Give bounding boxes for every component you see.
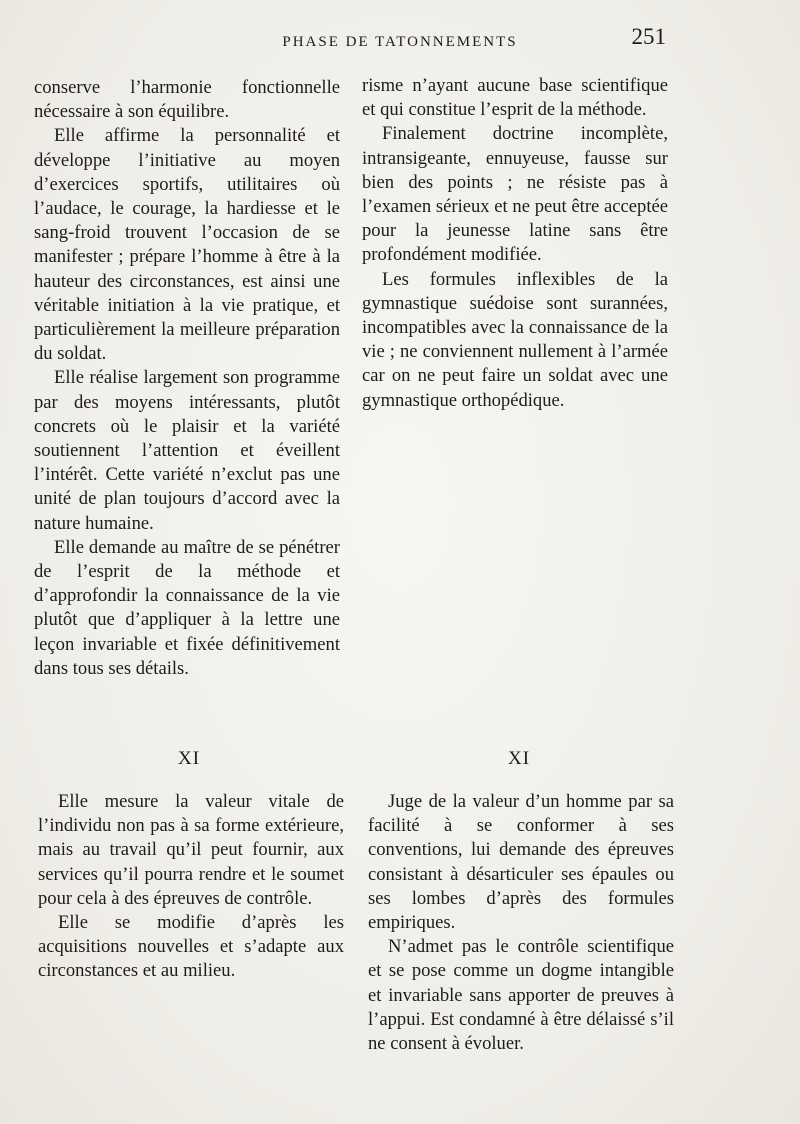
paragraph: Les formules inflexibles de la gymnastique suédoise sont surannées, incompatibles avec la connaissance de la vie ; ne conviennent nullement à l’armée car on ne peut faire un soldat avec une gymnastique orthopédique. <box>362 268 668 411</box>
running-title: PHASE DE TATONNEMENTS <box>282 34 518 50</box>
left-column-top <box>34 76 340 681</box>
right-column-top <box>362 74 668 413</box>
paragraph: Elle réalise largement son programme par des moyens intéressants, plutôt concrets où le plaisir et la variété soutiennent l’attention et éveillent l’intérêt. Cette variété n’exclut pas une unité de plan toujours d’accord avec la nature humaine. <box>34 367 340 534</box>
paragraph: Elle mesure la valeur vitale de l’individu non pas à sa forme extérieure, mais au travail qu’il peut fournir, aux services qu’il pourra rendre et le soumet pour cela à des épreuves de contrôle. <box>38 791 344 909</box>
paragraph: N’admet pas le contrôle scientifique et se pose comme un dogme intangible et invariable sans apporter de preuves à l’appui. Est condamné à être délaissé s’il ne consent à évoluer. <box>368 936 674 1055</box>
section-heading-left: XI <box>178 748 201 769</box>
page-number: 251 <box>631 24 666 49</box>
paragraph: Elle se modifie d’après les acquisitions nouvelles et s’adapte aux circonstances et au milieu. <box>38 912 344 982</box>
paragraph: conserve l’harmonie fonctionnelle nécessaire à son équilibre. <box>34 77 340 123</box>
left-column-bottom <box>38 790 344 984</box>
section-heading-right: XI <box>508 748 531 769</box>
paragraph: Finalement doctrine incomplète, intransigeante, ennuyeuse, fausse sur bien des points ; ne résiste pas à l’examen sérieux et ne peut être acceptée pour la jeunesse latine sans être profondément modifiée. <box>362 123 668 266</box>
paragraph: Juge de la valeur d’un homme par sa facilité à se conformer à ses conventions, lui demande des épreuves consistant à désarticuler ses épaules ou ses lombes d’après des formules empiriques. <box>368 791 674 934</box>
paragraph: Elle affirme la personnalité et développe l’initiative au moyen d’exercices sportifs, utilitaires où l’audace, le courage, la hardiesse et le sang-froid trouvent l’occasion de se manifester ; prépare l’homme à être à la hauteur des circonstances, est ainsi une véritable initiation à la vie pratique, et particulièrement la meilleure préparation du soldat. <box>34 125 340 365</box>
paragraph: Elle demande au maître de se pénétrer de l’esprit de la méthode et d’approfondir la connaissance de la vie plutôt que d’appliquer à la lettre une leçon invariable et fixée définitivement dans tous ses détails. <box>34 536 340 679</box>
paragraph: risme n’ayant aucune base scientifique et qui constitue l’esprit de la méthode. <box>362 75 668 121</box>
right-column-bottom <box>368 790 674 1056</box>
